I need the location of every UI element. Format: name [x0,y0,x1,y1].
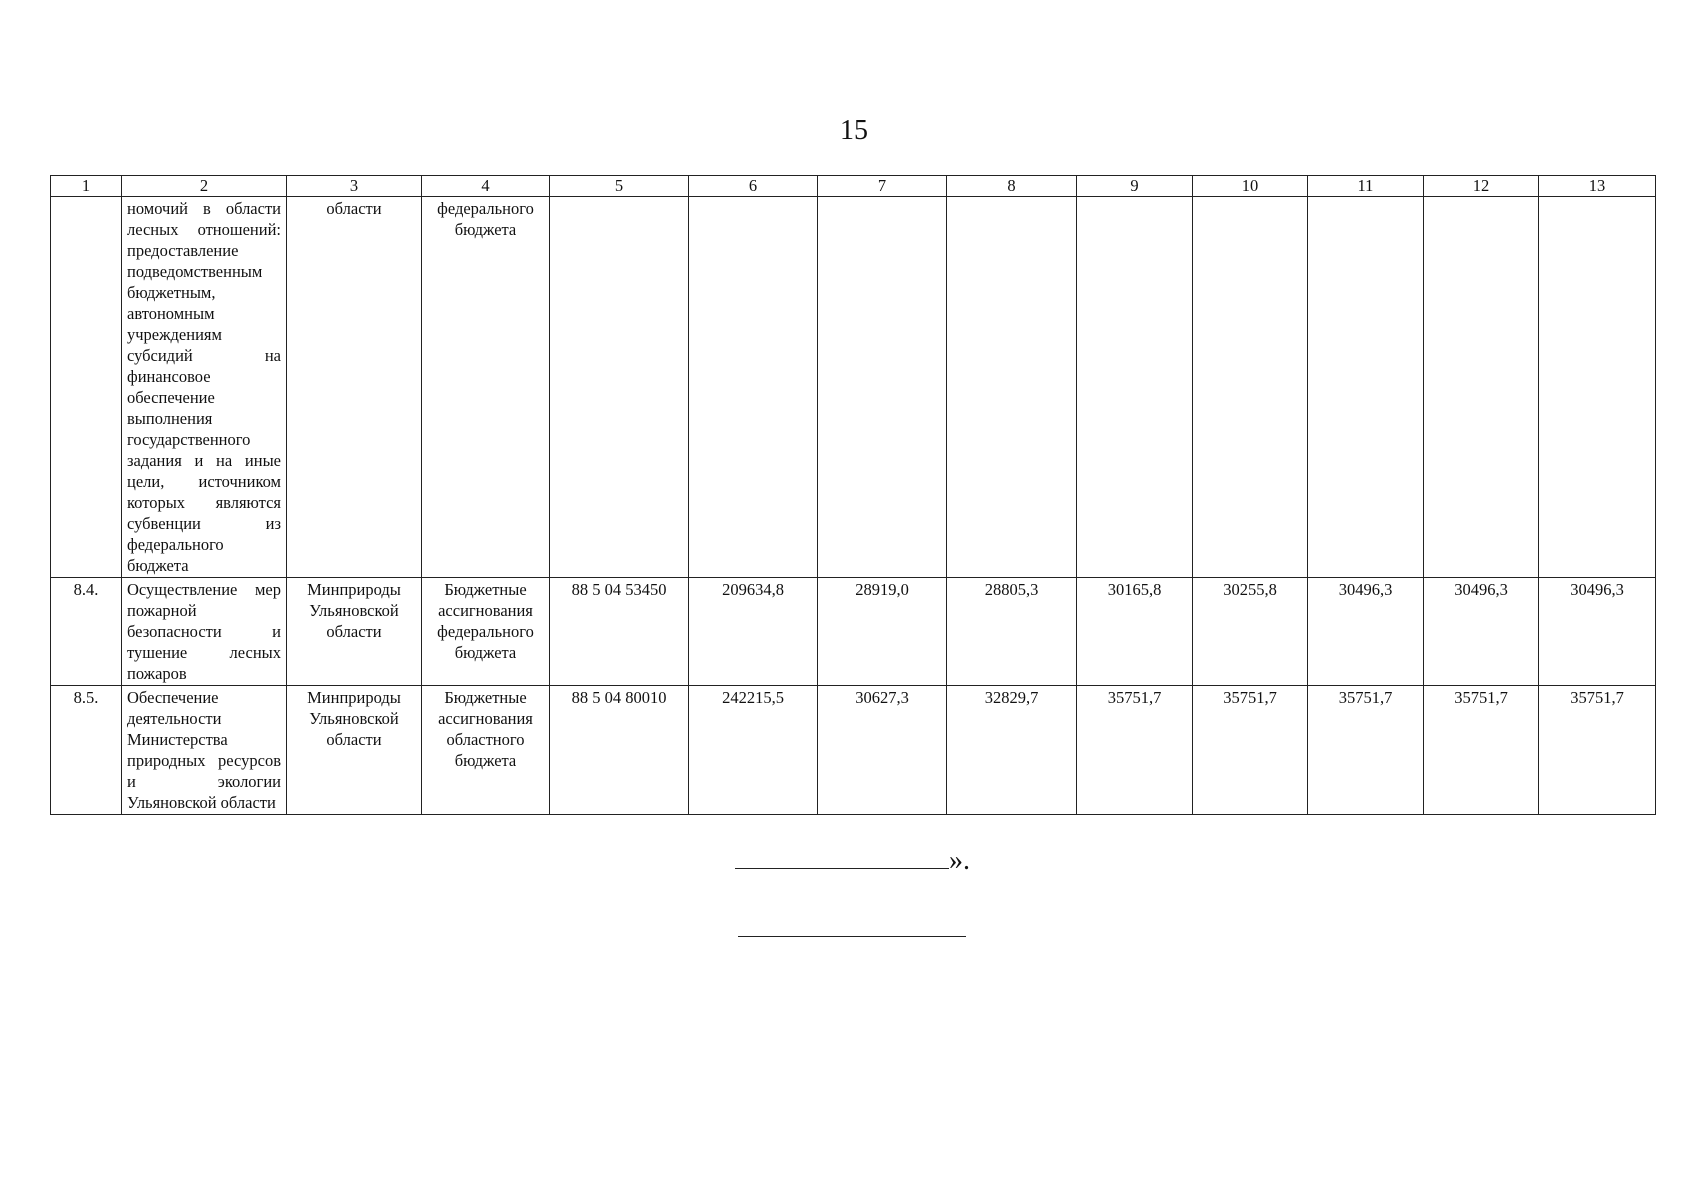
value-cell [689,197,818,578]
column-header: 5 [550,176,689,197]
budget-table [50,175,1656,815]
row-number: 8.4. [51,578,122,686]
value-cell: 242215,5 [689,686,818,815]
funding-source: Бюджетные ассигнования федерального бюджета [422,578,550,686]
column-header: 13 [1539,176,1656,197]
value-cell: 30627,3 [818,686,947,815]
table-row [51,578,1656,686]
column-header: 4 [422,176,550,197]
value-cell: 35751,7 [1308,686,1424,815]
table-row [51,686,1656,815]
value-cell [818,197,947,578]
value-cell: 30496,3 [1308,578,1424,686]
value-cell: 35751,7 [1424,686,1539,815]
row-number [51,197,122,578]
column-header: 2 [122,176,287,197]
column-header: 7 [818,176,947,197]
value-cell: 35751,7 [1077,686,1193,815]
budget-code: 88 5 04 80010 [550,686,689,815]
value-cell [1193,197,1308,578]
column-header: 6 [689,176,818,197]
page-number: 15 [840,115,868,146]
table-row [51,197,1656,578]
column-header: 8 [947,176,1077,197]
column-header: 3 [287,176,422,197]
column-number-row [51,176,1656,197]
value-cell [1424,197,1539,578]
column-header: 9 [1077,176,1193,197]
funding-source: Бюджетные ассигнования областного бюджета [422,686,550,815]
budget-code [550,197,689,578]
value-cell: 35751,7 [1539,686,1656,815]
value-cell [1539,197,1656,578]
value-cell: 30165,8 [1077,578,1193,686]
value-cell [1077,197,1193,578]
value-cell: 209634,8 [689,578,818,686]
separator-line [738,936,966,937]
executor: области [287,197,422,578]
value-cell [947,197,1077,578]
measure-name: номочий в области лесных отношений: предоставление подведомственным бюджетным, автономным учреждениям субсидий на финансовое обеспечение выполнения государственного задания и на иные цели, источником которых являются субвенции из федерального бюджета [122,197,287,578]
row-number: 8.5. [51,686,122,815]
value-cell [1308,197,1424,578]
executor: Минприроды Ульяновской области [287,686,422,815]
closing-quote [735,846,970,876]
column-header: 10 [1193,176,1308,197]
column-header: 11 [1308,176,1424,197]
closing-mark: ». [949,845,970,876]
value-cell: 30496,3 [1539,578,1656,686]
value-cell: 35751,7 [1193,686,1308,815]
measure-name: Осуществление мер пожарной безопасности и тушение лесных пожаров [122,578,287,686]
value-cell: 28919,0 [818,578,947,686]
measure-name: Обеспечение деятельности Министерства природных ресурсов и экологии Ульяновской области [122,686,287,815]
closing-underline [735,846,949,869]
column-header: 12 [1424,176,1539,197]
column-header: 1 [51,176,122,197]
value-cell: 32829,7 [947,686,1077,815]
value-cell: 28805,3 [947,578,1077,686]
budget-code: 88 5 04 53450 [550,578,689,686]
funding-source: федерального бюджета [422,197,550,578]
value-cell: 30496,3 [1424,578,1539,686]
executor: Минприроды Ульяновской области [287,578,422,686]
value-cell: 30255,8 [1193,578,1308,686]
